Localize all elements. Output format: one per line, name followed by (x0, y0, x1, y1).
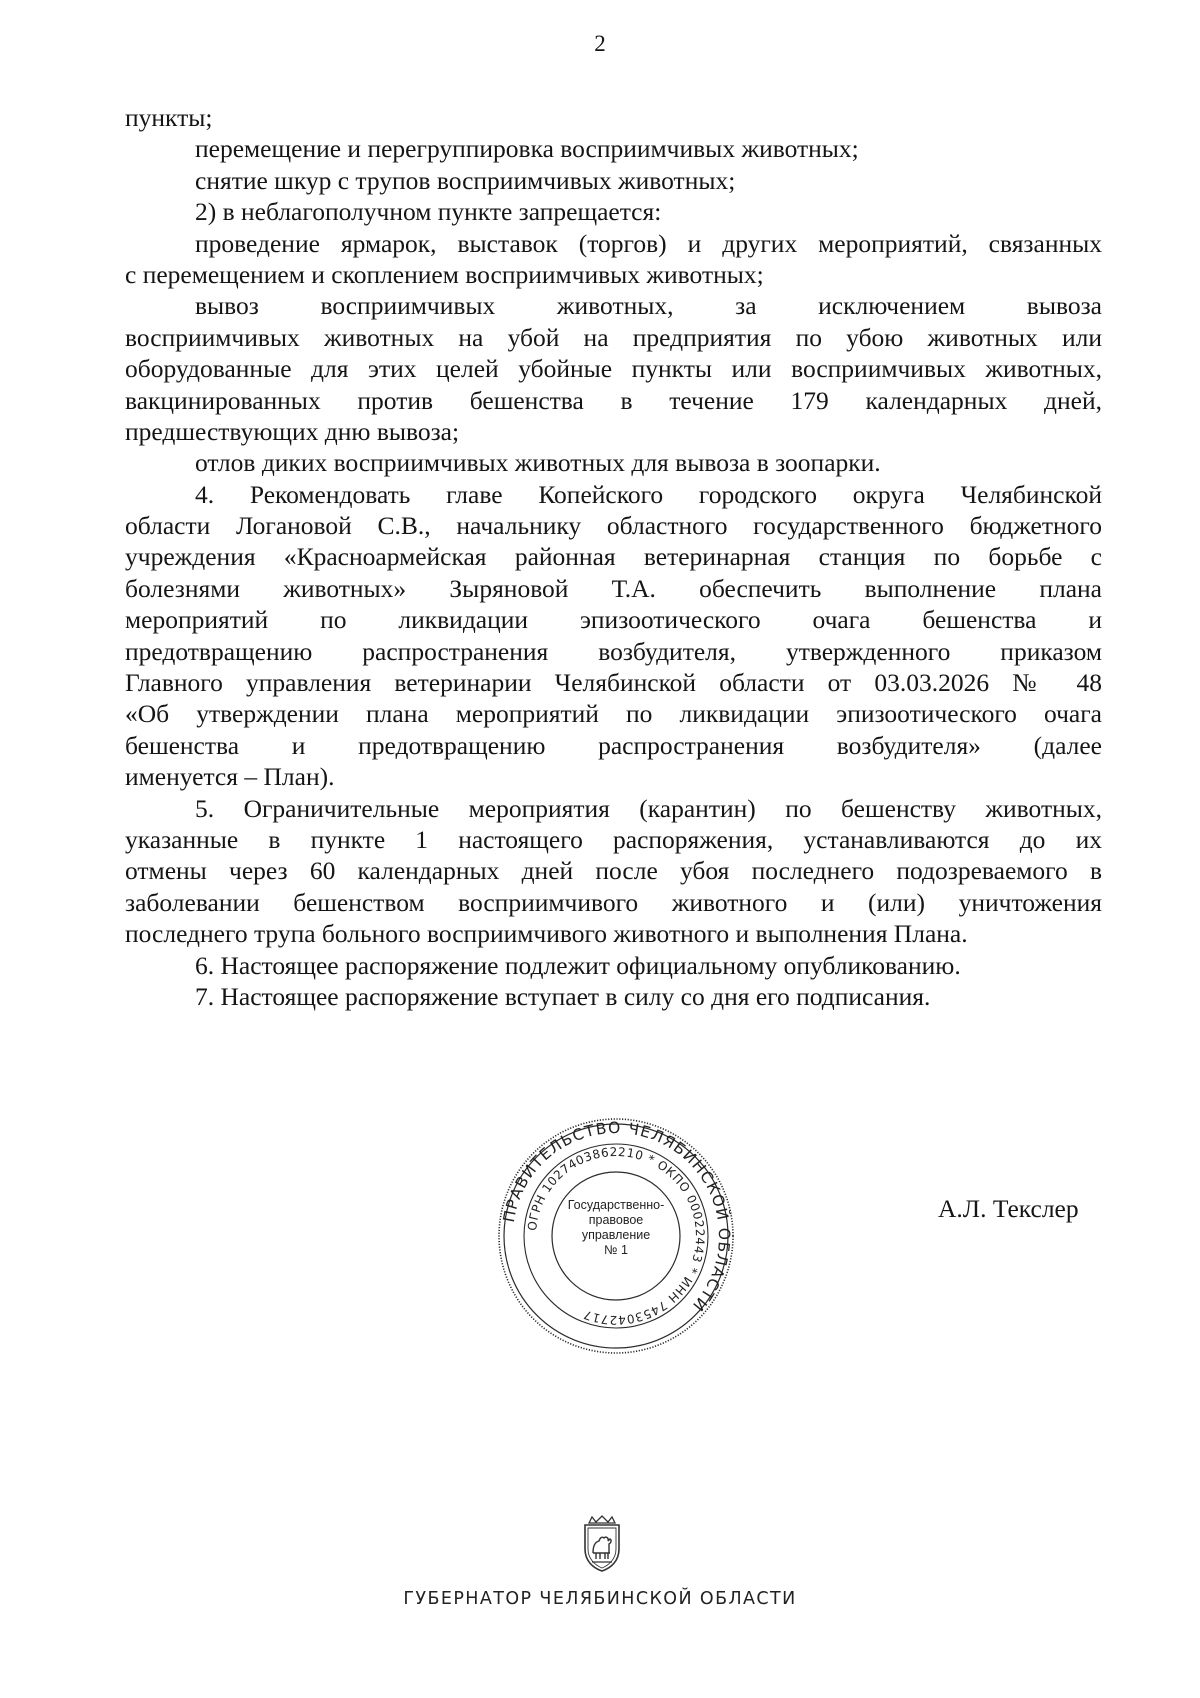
document-body (125, 102, 1102, 1012)
text-line: именуется – План). (125, 762, 335, 792)
text-line: отлов диких восприимчивых животных для вывоза в зоопарки. (195, 448, 881, 478)
text-line: заболевании бешенством восприимчивого животного и (или) уничтожения (125, 887, 1102, 917)
text-line: болезнями животных» Зыряновой Т.А. обеспечить выполнение плана (125, 573, 1102, 603)
text-line: указанные в пункте 1 настоящего распоряжения, устанавливаются до их (125, 824, 1102, 854)
text-line: отмены через 60 календарных дней после убоя последнего подозреваемого в (125, 856, 1102, 886)
text-line: вакцинированных против бешенства в течение 179 календарных дней, (125, 385, 1102, 415)
text-line: восприимчивых животных на убой на предприятия по убою животных или (125, 322, 1102, 352)
text-line: 2) в неблагополучном пункте запрещается: (195, 197, 662, 227)
seal-center-line: Государственно- (567, 1198, 665, 1212)
text-line: 6. Настоящее распоряжение подлежит официальному опубликованию. (195, 950, 961, 980)
seal-center-line: № 1 (604, 1243, 628, 1257)
seal-outer-text: ПРАВИТЕЛЬСТВО ЧЕЛЯБИНСКОЙ ОБЛАСТИ (499, 1118, 734, 1316)
text-line: «Об утверждении плана мероприятий по ликвидации эпизоотического очага (125, 699, 1102, 729)
text-line: перемещение и перегруппировка восприимчивых животных; (195, 134, 859, 164)
text-line: мероприятий по ликвидации эпизоотического очага бешенства и (125, 605, 1102, 635)
page-number: 2 (594, 31, 606, 56)
seal-center-text (562, 1198, 670, 1258)
issuer-footer: ГУБЕРНАТОР ЧЕЛЯБИНСКОЙ ОБЛАСТИ (403, 1589, 797, 1609)
text-line: снятие шкур с трупов восприимчивых животных; (195, 165, 736, 195)
signatory-name: А.Л. Текслер (938, 1194, 1079, 1223)
text-line: предотвращению распространения возбудителя, утвержденного приказом (125, 636, 1102, 666)
text-line: учреждения «Красноармейская районная ветеринарная станция по борьбе с (125, 542, 1102, 572)
text-line: бешенства и предотвращению распространения возбудителя» (далее (125, 730, 1102, 760)
text-line: пункты; (125, 103, 213, 132)
official-seal (496, 1116, 736, 1356)
text-line: предшествующих дню вывоза; (125, 416, 460, 446)
coat-of-arms-icon (580, 1515, 624, 1573)
text-line: вывоз восприимчивых животных, за исключением вывоза (195, 291, 1102, 321)
text-line: 5. Ограничительные мероприятия (карантин) по бешенству животных, (195, 793, 1102, 823)
seal-middle-text: ОГРН 1027403862210 * ОКПО 00022443 * ИНН 7453042717 (525, 1144, 708, 1328)
text-line: 4. Рекомендовать главе Копейского городского округа Челябинской (195, 479, 1102, 509)
seal-center-line: управление (581, 1228, 651, 1242)
text-line: последнего трупа больного восприимчивого животного и выполнения Плана. (125, 919, 968, 949)
seal-center-line: правовое (588, 1213, 644, 1227)
text-line: с перемещением и скоплением восприимчивых животных; (125, 259, 764, 289)
text-line: области Логановой С.В., начальнику областного государственного бюджетного (125, 511, 1102, 541)
text-line: проведение ярмарок, выставок (торгов) и других мероприятий, связанных (195, 228, 1102, 258)
text-line: 7. Настоящее распоряжение вступает в силу со дня его подписания. (195, 981, 931, 1011)
text-line: оборудованные для этих целей убойные пункты или восприимчивых животных, (125, 354, 1102, 384)
text-line: Главного управления ветеринарии Челябинской области от 03.03.2026 № 48 (125, 668, 1102, 698)
